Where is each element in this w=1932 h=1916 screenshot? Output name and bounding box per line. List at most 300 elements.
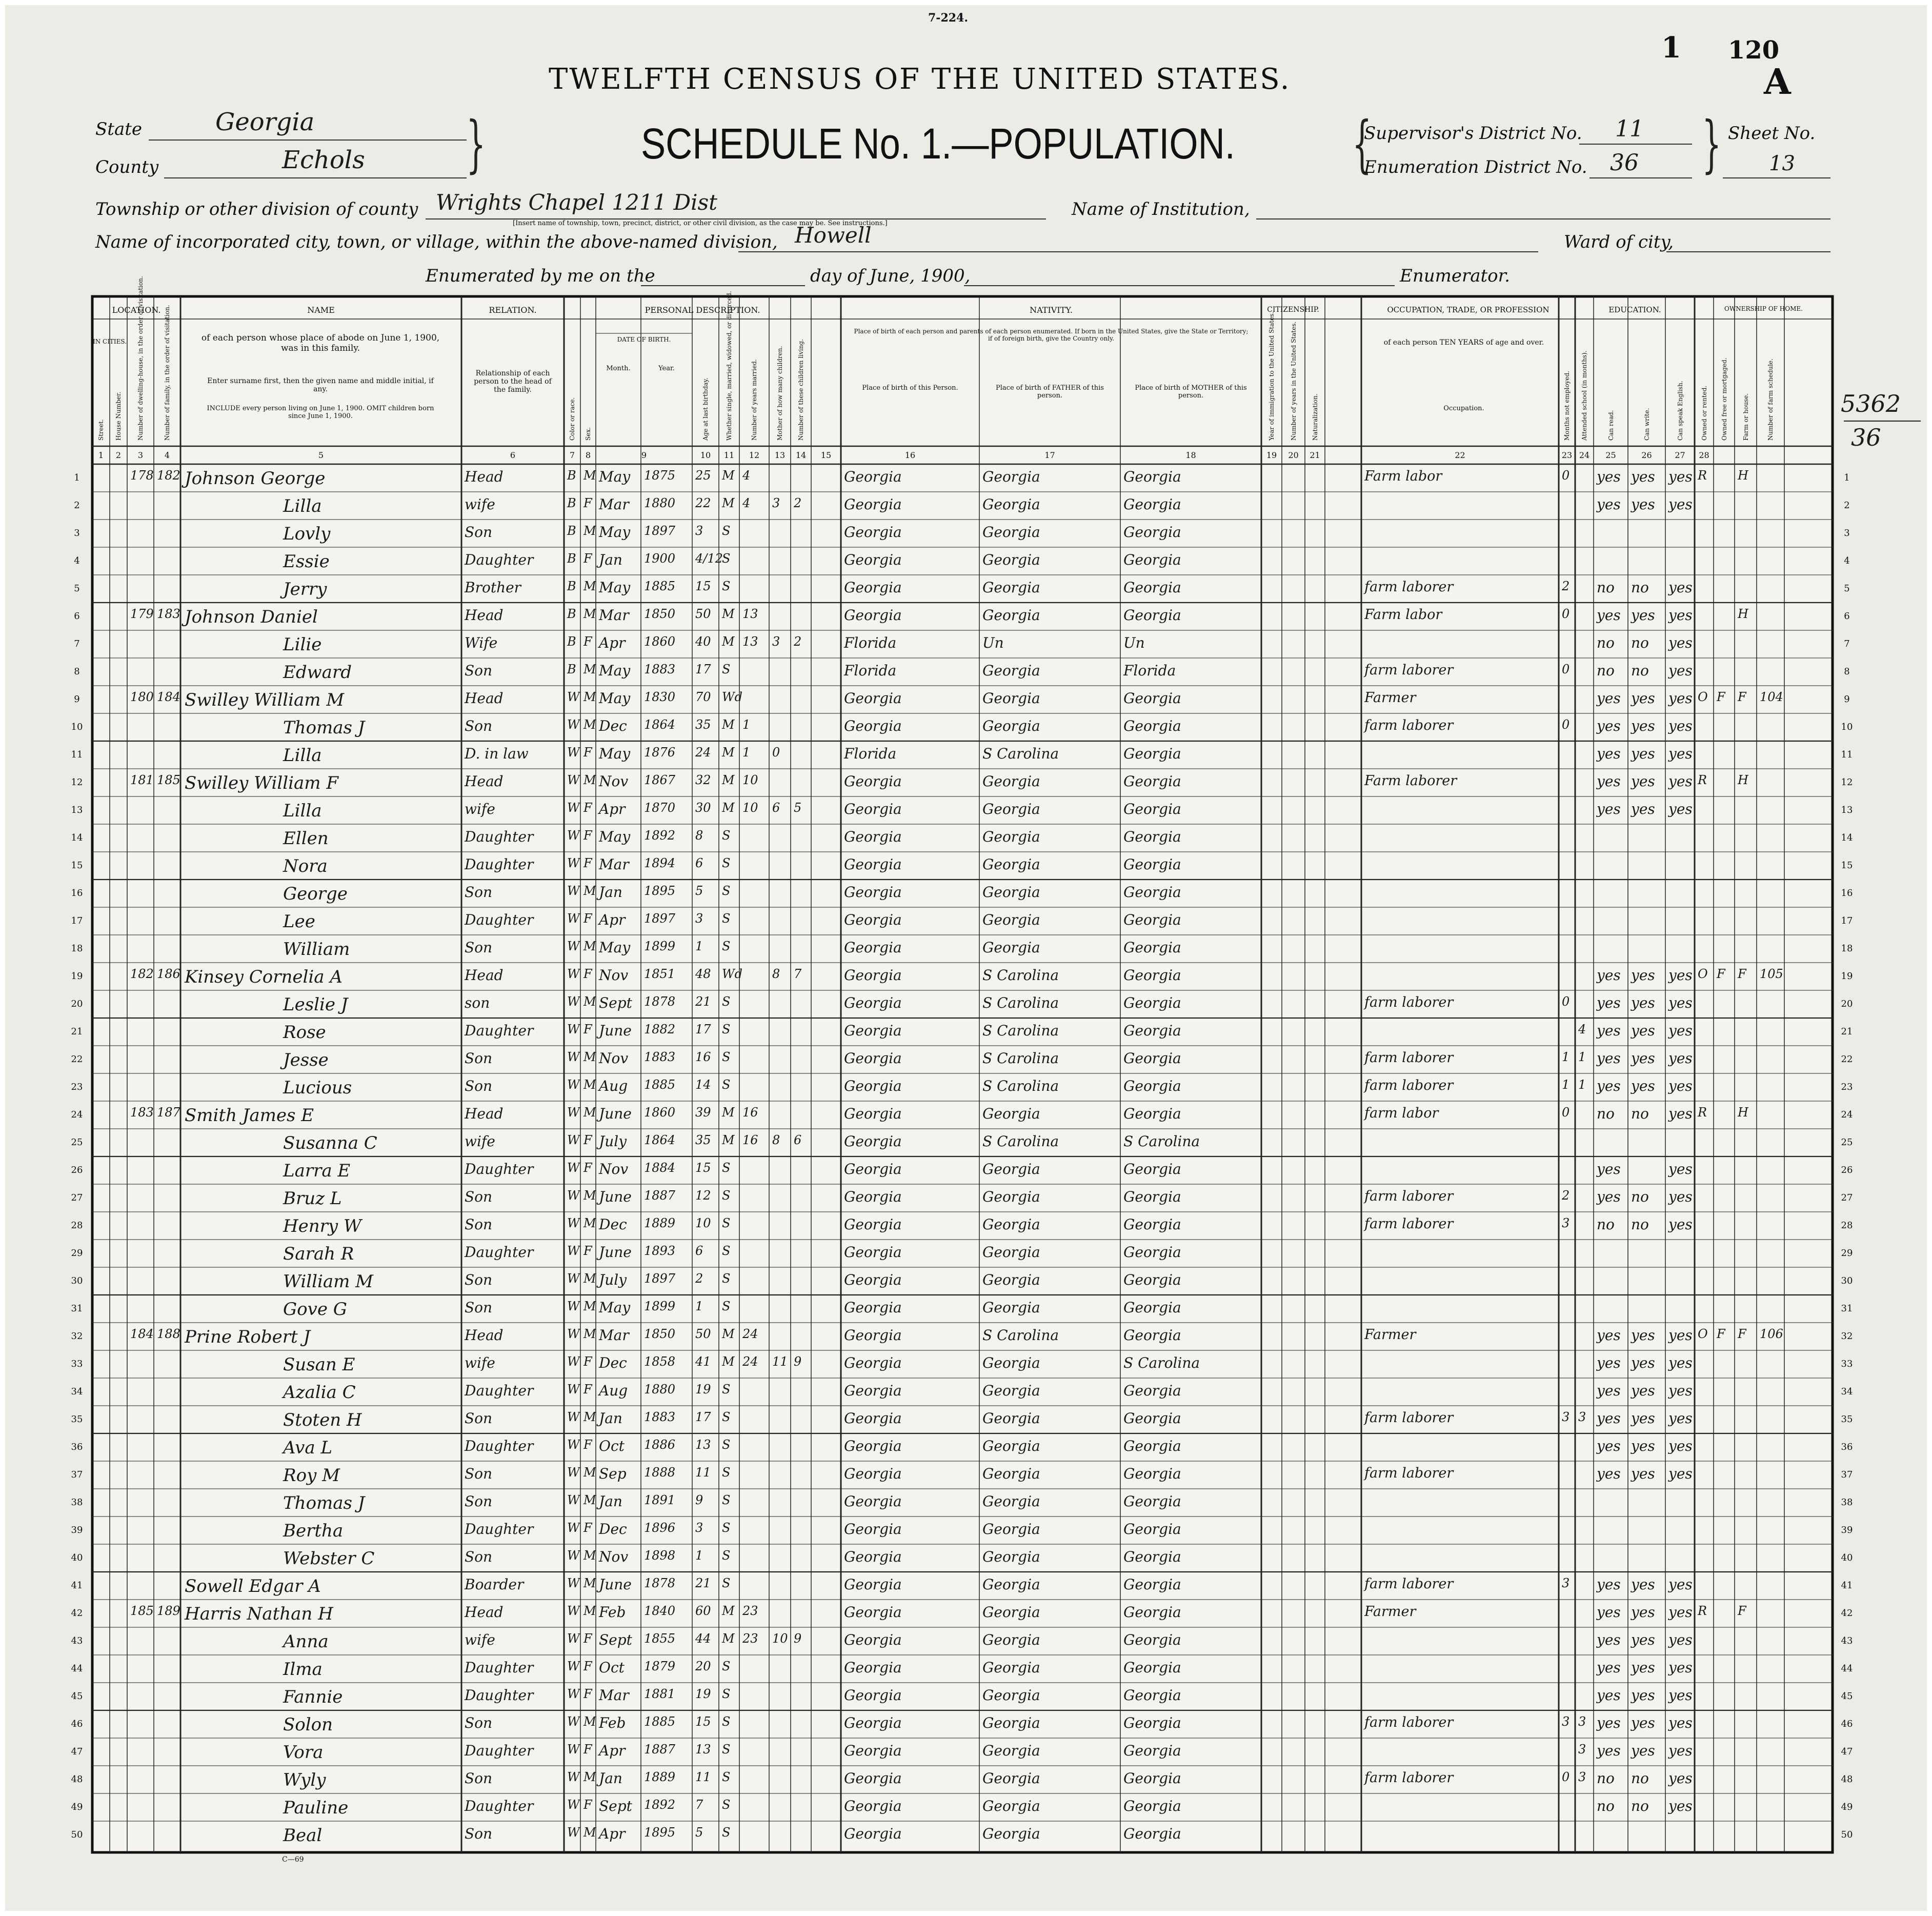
marital-header: Whether single, married, widowed, or divorced.: [726, 291, 733, 441]
cell-sex: M: [583, 1105, 596, 1120]
line-number-left: 23: [71, 1082, 83, 1092]
cell-write: yes: [1631, 1714, 1655, 1731]
cell-sex: M: [583, 468, 596, 483]
cell-fob: Georgia: [982, 801, 1040, 817]
cell-year: 1884: [644, 1161, 676, 1175]
color-header: Color or race.: [569, 397, 576, 441]
cell-dw: 179: [130, 607, 154, 621]
line-number-left: 49: [71, 1802, 83, 1812]
cell-pob: Georgia: [844, 1244, 902, 1261]
line-number-right: 5: [1844, 583, 1850, 594]
cell-name: Ava L: [283, 1438, 333, 1458]
cell-month: Mar: [599, 496, 629, 513]
line-number-left: 30: [71, 1275, 83, 1286]
cell-fob: Georgia: [982, 911, 1040, 928]
cell-color: B: [567, 634, 576, 649]
cell-mob: Georgia: [1123, 1216, 1181, 1233]
line-number-left: 1: [74, 472, 80, 483]
cell-year: 1889: [644, 1216, 676, 1230]
cell-rel: Son: [465, 1825, 493, 1842]
schedule-title: SCHEDULE No. 1.—POPULATION.: [641, 119, 1235, 168]
cell-write: yes: [1631, 1382, 1655, 1399]
cell-month: Oct: [599, 1659, 625, 1676]
cell-occ: farm laborer: [1364, 1216, 1454, 1232]
column-number: 24: [1579, 450, 1590, 460]
cell-month: Mar: [599, 607, 629, 624]
footer-code: C—69: [282, 1855, 304, 1864]
cell-rel: Head: [465, 1604, 504, 1621]
cell-write: yes: [1631, 994, 1655, 1011]
group-in-cities: IN CITIES.: [92, 338, 127, 345]
cell-write: no: [1631, 1188, 1649, 1205]
cell-age: 2: [695, 1271, 703, 1286]
cell-age: 48: [695, 967, 711, 981]
cell-month: Sept: [599, 994, 632, 1011]
cell-fob: Georgia: [982, 1659, 1040, 1676]
cell-mob: Georgia: [1123, 1299, 1181, 1316]
cell-age: 50: [695, 1327, 711, 1341]
cell-fob: Georgia: [982, 773, 1040, 790]
line-number-left: 37: [71, 1469, 83, 1480]
cell-sex: M: [583, 994, 596, 1009]
line-number-right: 1: [1844, 472, 1850, 483]
cell-own: R: [1698, 1105, 1707, 1120]
cell-fs: 104: [1760, 690, 1783, 704]
cell-sex: F: [583, 634, 592, 649]
relation-description: Relationship of each person to the head of the family.: [474, 369, 552, 394]
line-number-left: 32: [71, 1331, 83, 1342]
cell-read: yes: [1597, 1022, 1621, 1039]
cell-year: 1883: [644, 662, 676, 676]
cell-sex: M: [583, 579, 596, 593]
cell-farm: F: [1738, 1604, 1746, 1618]
line-number-right: 14: [1841, 832, 1853, 843]
cell-sex: M: [583, 607, 596, 621]
cell-read: yes: [1597, 1410, 1621, 1427]
cell-pob: Georgia: [844, 1188, 902, 1205]
cell-pob: Georgia: [844, 1327, 902, 1344]
cell-rel: Son: [465, 1714, 493, 1731]
cell-color: W: [567, 1521, 580, 1535]
cell-pob: Georgia: [844, 524, 902, 541]
cell-age: 11: [695, 1465, 711, 1480]
cell-fam: 187: [157, 1105, 180, 1120]
cell-sex: F: [583, 1022, 592, 1036]
cell-read: yes: [1597, 1631, 1621, 1648]
cell-fam: 184: [157, 690, 180, 704]
cell-sex: F: [583, 967, 592, 981]
cell-pob: Georgia: [844, 911, 902, 928]
column-number: 3: [137, 450, 144, 460]
cell-month: Apr: [599, 1825, 626, 1842]
cell-read: yes: [1597, 1327, 1621, 1344]
line-number-left: 20: [71, 999, 83, 1009]
cell-rel: Son: [465, 662, 493, 679]
line-number-right: 28: [1841, 1220, 1853, 1231]
cell-age: 25: [695, 468, 711, 483]
cell-age: 1: [695, 1548, 703, 1563]
cell-eng: yes: [1668, 801, 1693, 817]
cell-month: Jan: [599, 1410, 622, 1427]
township-label: Township or other division of county: [95, 199, 418, 219]
cell-year: 1830: [644, 690, 676, 704]
cell-age: 3: [695, 524, 703, 538]
cell-year: 1850: [644, 1327, 676, 1341]
column-number: 4: [164, 450, 170, 460]
cell-eng: yes: [1668, 1714, 1693, 1731]
cell-sex: M: [583, 1604, 596, 1618]
cell-month: Dec: [599, 1354, 627, 1371]
cell-fob: Georgia: [982, 1465, 1040, 1482]
cell-rel: wife: [465, 1354, 495, 1371]
group-relation: RELATION.: [489, 305, 537, 315]
cell-write: no: [1631, 1798, 1649, 1814]
cell-pob: Florida: [844, 745, 897, 762]
state-value: Georgia: [215, 108, 315, 136]
cell-sex: F: [583, 496, 592, 510]
cell-read: yes: [1597, 1714, 1621, 1731]
cell-write: yes: [1631, 717, 1655, 734]
cell-month: Nov: [599, 1161, 629, 1177]
immigration-header: Year of immigration to the United States.: [1268, 311, 1275, 441]
cell-name: Lilie: [283, 634, 322, 655]
cell-fob: Georgia: [982, 828, 1040, 845]
line-number-right: 9: [1844, 694, 1850, 705]
cell-rel: Daughter: [465, 1161, 534, 1177]
sheet-letter: A: [1764, 62, 1791, 103]
cell-fob: Georgia: [982, 1410, 1040, 1427]
cell-rel: Daughter: [465, 911, 534, 928]
cell-age: 22: [695, 496, 711, 510]
cell-rel: Son: [465, 1299, 493, 1316]
cell-color: W: [567, 1465, 580, 1480]
cell-occ: farm labor: [1364, 1105, 1439, 1121]
cell-month: May: [599, 939, 631, 956]
cell-write: no: [1631, 662, 1649, 679]
name-instruction: Enter surname first, then the given name and middle initial, if any.: [207, 377, 434, 394]
cell-sex: M: [583, 773, 596, 787]
cell-sex: F: [583, 745, 592, 760]
cell-month: Feb: [599, 1714, 626, 1731]
cell-fob: Georgia: [982, 1548, 1040, 1565]
cell-mar: M: [722, 1133, 735, 1147]
cell-mar: M: [722, 773, 735, 787]
cell-write: yes: [1631, 801, 1655, 817]
cell-mar: S: [722, 1576, 731, 1590]
cell-pob: Georgia: [844, 1077, 902, 1094]
cell-color: B: [567, 662, 576, 676]
cell-occ: farm laborer: [1364, 662, 1454, 678]
cell-eng: yes: [1668, 1050, 1693, 1067]
cell-eng: yes: [1668, 1659, 1693, 1676]
cell-rel: wife: [465, 801, 495, 817]
cell-mob: Georgia: [1123, 828, 1181, 845]
cell-age: 7: [695, 1798, 703, 1812]
cell-age: 15: [695, 1161, 711, 1175]
cell-month: Nov: [599, 1050, 629, 1067]
dwelling-number-header: Number of dwelling-house, in the order of visitation.: [137, 276, 144, 441]
cell-year: 1851: [644, 967, 676, 981]
cell-sex: M: [583, 1825, 596, 1840]
cell-dw: 180: [130, 690, 154, 704]
cell-year: 1878: [644, 1576, 676, 1590]
cell-fob: Georgia: [982, 1216, 1040, 1233]
cell-name: Anna: [283, 1631, 329, 1652]
cell-name: Smith James E: [185, 1105, 314, 1126]
children-living-header: Number of these children living.: [797, 339, 804, 441]
cell-name: Bruz L: [283, 1188, 342, 1209]
cell-year: 1885: [644, 1714, 676, 1729]
cell-pob: Georgia: [844, 1382, 902, 1399]
cell-eng: yes: [1668, 1216, 1693, 1233]
cell-month: Apr: [599, 1742, 626, 1759]
cell-year: 1864: [644, 717, 676, 732]
cell-age: 16: [695, 1050, 711, 1064]
county-value: Echols: [282, 146, 365, 174]
cell-month: Sep: [599, 1465, 627, 1482]
cell-color: W: [567, 1077, 580, 1092]
cell-color: W: [567, 1798, 580, 1812]
cell-month: May: [599, 690, 631, 707]
cell-mar: S: [722, 1742, 731, 1757]
cell-pob: Georgia: [844, 1714, 902, 1731]
attended-school-header: Attended school (in months).: [1581, 350, 1588, 441]
cell-name: Lilla: [283, 745, 322, 766]
line-number-right: 46: [1841, 1719, 1853, 1729]
cell-pob: Georgia: [844, 690, 902, 707]
cell-read: yes: [1597, 607, 1621, 624]
cell-age: 14: [695, 1077, 711, 1092]
cell-name: Lucious: [283, 1077, 352, 1098]
cell-read: yes: [1597, 496, 1621, 513]
cell-mob: Georgia: [1123, 1382, 1181, 1399]
cell-color: W: [567, 1244, 580, 1258]
cell-occ: farm laborer: [1364, 717, 1454, 733]
cell-name: Essie: [283, 551, 330, 572]
cell-color: W: [567, 1770, 580, 1784]
cell-sch: 4: [1578, 1022, 1586, 1036]
cell-fob: Georgia: [982, 551, 1040, 568]
enumerated-mid: day of June, 1900,: [810, 266, 971, 286]
cell-sex: M: [583, 1327, 596, 1341]
free-mortgaged-header: Owned free or mortgaged.: [1720, 357, 1728, 441]
cell-sex: M: [583, 717, 596, 732]
cell-write: yes: [1631, 1742, 1655, 1759]
cell-month: Jan: [599, 884, 622, 901]
cell-eng: yes: [1668, 496, 1693, 513]
cell-color: B: [567, 524, 576, 538]
line-number-right: 20: [1841, 999, 1853, 1009]
cell-eng: yes: [1668, 745, 1693, 762]
cell-write: yes: [1631, 745, 1655, 762]
group-date-of-birth: DATE OF BIRTH.: [617, 336, 671, 343]
cell-mob: Georgia: [1123, 1105, 1181, 1122]
cell-read: yes: [1597, 1354, 1621, 1371]
cell-year: 1887: [644, 1188, 676, 1203]
line-number-left: 11: [71, 749, 83, 760]
cell-occ: Farm labor: [1364, 468, 1442, 484]
cell-fob: Georgia: [982, 717, 1040, 734]
cell-month: Feb: [599, 1604, 626, 1621]
state-county-brace: }: [466, 109, 486, 180]
line-number-right: 12: [1841, 777, 1853, 788]
cell-mob: Georgia: [1123, 496, 1181, 513]
cell-color: W: [567, 745, 580, 760]
line-number-left: 44: [71, 1663, 83, 1674]
cell-fob: S Carolina: [982, 1077, 1059, 1094]
cell-pob: Georgia: [844, 1161, 902, 1177]
line-number-right: 29: [1841, 1248, 1853, 1259]
cell-fob: Georgia: [982, 579, 1040, 596]
cell-mob: Georgia: [1123, 1714, 1181, 1731]
cell-name: Susan E: [283, 1354, 355, 1375]
cell-pob: Georgia: [844, 1410, 902, 1427]
cell-read: yes: [1597, 1161, 1621, 1177]
line-number-left: 43: [71, 1635, 83, 1646]
cell-color: W: [567, 1050, 580, 1064]
cell-read: yes: [1597, 717, 1621, 734]
cell-mu: 2: [1562, 579, 1570, 593]
cell-age: 4/12: [695, 551, 723, 566]
cell-mob: S Carolina: [1123, 1354, 1200, 1371]
owned-rented-header: Owned or rented.: [1700, 385, 1708, 441]
cell-color: W: [567, 967, 580, 981]
cell-free: F: [1717, 967, 1725, 981]
cell-pob: Florida: [844, 634, 897, 651]
cell-name: Harris Nathan H: [185, 1604, 333, 1624]
cell-eng: yes: [1668, 1742, 1693, 1759]
column-number: 18: [1185, 450, 1196, 460]
cell-color: W: [567, 828, 580, 843]
can-write-header: Can write.: [1643, 408, 1651, 441]
cell-color: W: [567, 1022, 580, 1036]
cell-mar: S: [722, 856, 731, 870]
line-number-right: 4: [1844, 555, 1850, 566]
cell-rel: Daughter: [465, 856, 534, 873]
mother-of-header: Mother of how many children.: [776, 346, 783, 441]
cell-mob: Georgia: [1123, 1188, 1181, 1205]
cell-sex: F: [583, 856, 592, 870]
cell-mar: S: [722, 1825, 731, 1840]
cell-read: yes: [1597, 1742, 1621, 1759]
cell-sex: F: [583, 1521, 592, 1535]
cell-rel: Head: [465, 967, 504, 984]
cell-read: no: [1597, 1770, 1615, 1787]
line-number-right: 3: [1844, 528, 1850, 538]
column-number: 22: [1455, 450, 1465, 460]
name-description: of each person whose place of abode on June 1, 1900, was in this family.: [201, 333, 440, 353]
cell-sex: M: [583, 1050, 596, 1064]
cell-farm: H: [1738, 1105, 1748, 1120]
cell-age: 19: [695, 1382, 711, 1396]
cell-mob: Georgia: [1123, 1493, 1181, 1510]
cell-year: 1879: [644, 1659, 676, 1673]
cell-ym: 4: [742, 468, 751, 483]
cell-mob: Georgia: [1123, 579, 1181, 596]
cell-pob: Georgia: [844, 1521, 902, 1538]
cell-read: no: [1597, 1216, 1615, 1233]
cell-year: 1893: [644, 1244, 676, 1258]
group-personal-description: PERSONAL DESCRIPTION.: [645, 305, 760, 315]
cell-occ: farm laborer: [1364, 1050, 1454, 1066]
cell-eng: yes: [1668, 1770, 1693, 1787]
cell-color: W: [567, 690, 580, 704]
age-header: Age at last birthday.: [702, 377, 709, 441]
cell-mar: S: [722, 1687, 731, 1701]
line-number-right: 44: [1841, 1663, 1853, 1674]
cell-age: 44: [695, 1631, 711, 1646]
cell-month: July: [599, 1133, 627, 1150]
cell-read: yes: [1597, 1188, 1621, 1205]
cell-rel: Wife: [465, 634, 498, 651]
cell-sex: F: [583, 551, 592, 566]
cell-mar: M: [722, 745, 735, 760]
cell-pob: Georgia: [844, 1299, 902, 1316]
column-number: 26: [1641, 450, 1652, 460]
line-number-left: 5: [74, 583, 80, 594]
cell-rel: Son: [465, 524, 493, 541]
cell-fob: Georgia: [982, 856, 1040, 873]
cell-name: Sowell Edgar A: [185, 1576, 321, 1596]
cell-write: yes: [1631, 1354, 1655, 1371]
line-number-right: 50: [1841, 1829, 1853, 1840]
cell-rel: Head: [465, 1327, 504, 1344]
cell-farm: H: [1738, 468, 1748, 483]
cell-write: no: [1631, 1216, 1649, 1233]
cell-year: 1882: [644, 1022, 676, 1036]
cell-name: Beal: [283, 1825, 323, 1846]
line-number-left: 17: [71, 915, 83, 926]
cell-color: W: [567, 939, 580, 953]
cell-eng: yes: [1668, 1465, 1693, 1482]
cell-name: Johnson Daniel: [185, 607, 318, 627]
cell-occ: farm laborer: [1364, 994, 1454, 1010]
cell-color: W: [567, 773, 580, 787]
line-number-right: 17: [1841, 915, 1853, 926]
cell-sex: M: [583, 939, 596, 953]
months-unemployed-header: Months not employed.: [1563, 371, 1571, 441]
cell-color: W: [567, 856, 580, 870]
column-number: 14: [795, 450, 807, 460]
cell-pob: Florida: [844, 662, 897, 679]
line-number-right: 30: [1841, 1275, 1853, 1286]
line-number-left: 21: [71, 1026, 83, 1037]
cell-year: 1860: [644, 634, 676, 649]
cell-name: Kinsey Cornelia A: [185, 967, 343, 987]
column-number: 21: [1310, 450, 1320, 460]
cell-age: 3: [695, 911, 703, 926]
cell-occ: Farm labor: [1364, 607, 1442, 623]
column-number: 8: [585, 450, 591, 460]
cell-name: Henry W: [283, 1216, 361, 1236]
cell-write: yes: [1631, 1438, 1655, 1454]
cell-color: B: [567, 607, 576, 621]
cell-fob: S Carolina: [982, 967, 1059, 984]
cell-sex: M: [583, 1493, 596, 1507]
cell-farm: F: [1738, 690, 1746, 704]
cell-write: yes: [1631, 1022, 1655, 1039]
line-number-left: 7: [74, 638, 80, 649]
cell-pob: Georgia: [844, 1576, 902, 1593]
cell-mar: S: [722, 1077, 731, 1092]
cell-age: 6: [695, 1244, 703, 1258]
cell-sex: F: [583, 1438, 592, 1452]
cell-color: W: [567, 1493, 580, 1507]
cell-pob: Georgia: [844, 1271, 902, 1288]
line-number-right: 48: [1841, 1774, 1853, 1785]
line-number-right: 11: [1841, 749, 1853, 760]
cell-year: 1881: [644, 1687, 676, 1701]
